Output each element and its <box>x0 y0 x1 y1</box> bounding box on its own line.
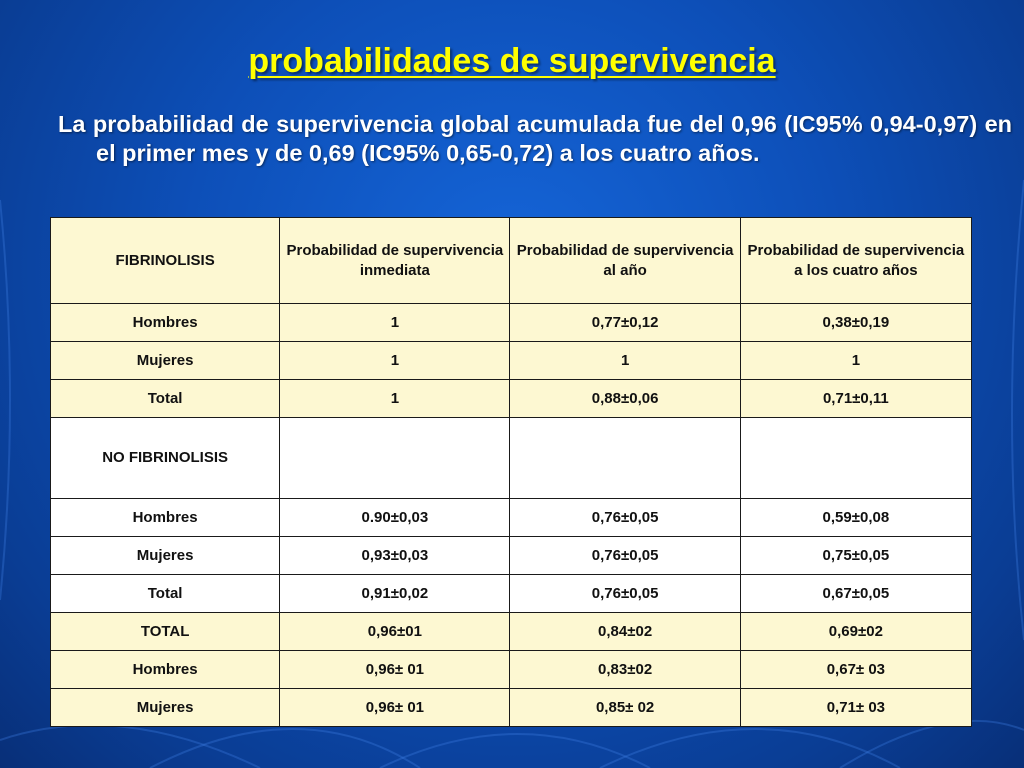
header-cell-one-year: Probabilidad de supervivencia al año <box>510 218 740 304</box>
table-row <box>51 499 972 537</box>
table-row <box>51 537 972 575</box>
table-cell: 0,96±01 <box>280 613 510 651</box>
table-cell: 0,88±0,06 <box>510 380 740 418</box>
section-label: NO FIBRINOLISIS <box>51 418 280 499</box>
table-cell: 0,85± 02 <box>510 689 740 727</box>
table-cell: 0,59±0,08 <box>740 499 971 537</box>
table-cell: 0,67± 03 <box>740 651 971 689</box>
slide-body-text: La probabilidad de supervivencia global acumulada fue del 0,96 (IC95% 0,94-0,97) en el primer mes y de 0,69 (IC95% 0,65-0,72) a los cuatro años. <box>58 111 1012 166</box>
table-cell: 0,69±02 <box>740 613 971 651</box>
table-cell: 0,71±0,11 <box>740 380 971 418</box>
table-cell: 0,84±02 <box>510 613 740 651</box>
table-cell <box>510 418 740 499</box>
table-cell: 0,75±0,05 <box>740 537 971 575</box>
table-cell: 0,67±0,05 <box>740 575 971 613</box>
survival-table <box>50 217 972 727</box>
row-label: Hombres <box>51 499 280 537</box>
slide-title: probabilidades de supervivencia <box>248 42 776 80</box>
table-header-row <box>51 218 972 304</box>
table-cell <box>280 418 510 499</box>
table-cell: 0,77±0,12 <box>510 304 740 342</box>
table-row <box>51 689 972 727</box>
row-label: Mujeres <box>51 537 280 575</box>
table-row <box>51 575 972 613</box>
table-cell: 1 <box>740 342 971 380</box>
table-cell: 0,76±0,05 <box>510 575 740 613</box>
table-cell: 0,96± 01 <box>280 689 510 727</box>
table-cell: 1 <box>280 380 510 418</box>
header-cell-group: FIBRINOLISIS <box>51 218 280 304</box>
table-cell: 0.90±0,03 <box>280 499 510 537</box>
row-label: Hombres <box>51 651 280 689</box>
row-label: Hombres <box>51 304 280 342</box>
row-label: Mujeres <box>51 342 280 380</box>
table-row <box>51 651 972 689</box>
table-cell: 0,76±0,05 <box>510 537 740 575</box>
table-cell: 0,83±02 <box>510 651 740 689</box>
table-cell: 1 <box>510 342 740 380</box>
table-cell: 1 <box>280 304 510 342</box>
row-label: TOTAL <box>51 613 280 651</box>
table-cell: 0,93±0,03 <box>280 537 510 575</box>
table-cell: 0,91±0,02 <box>280 575 510 613</box>
table-cell: 0,71± 03 <box>740 689 971 727</box>
table-cell <box>740 418 971 499</box>
table-cell: 1 <box>280 342 510 380</box>
header-cell-four-years: Probabilidad de supervivencia a los cuatro años <box>740 218 971 304</box>
row-label: Mujeres <box>51 689 280 727</box>
table-row <box>51 304 972 342</box>
table-row <box>51 613 972 651</box>
table-cell: 0,96± 01 <box>280 651 510 689</box>
table-cell: 0,76±0,05 <box>510 499 740 537</box>
row-label: Total <box>51 380 280 418</box>
table-row <box>51 380 972 418</box>
table-section-row <box>51 418 972 499</box>
row-label: Total <box>51 575 280 613</box>
table-cell: 0,38±0,19 <box>740 304 971 342</box>
header-cell-immediate: Probabilidad de supervivencia inmediata <box>280 218 510 304</box>
table-row <box>51 342 972 380</box>
